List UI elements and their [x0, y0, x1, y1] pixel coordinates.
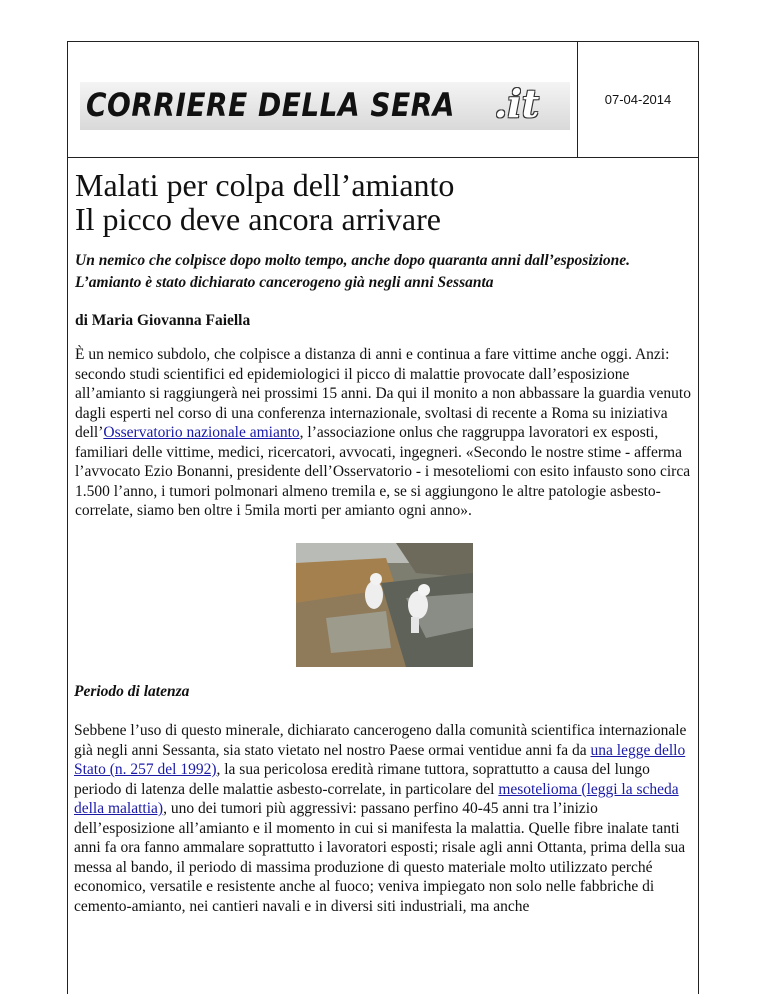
link-legge-stato[interactable]: una legge dello Stato (n. 257 del 1992): [74, 741, 686, 778]
logo-suffix-text: .it: [494, 81, 540, 126]
paragraph-2-text-c: , uno dei tumori più aggressivi: passano perfino 40-45 anni tra l’inizio dell’esposizione all’amianto e il momento in cui si manifesta la malattia. Quelle fibre inalate tanti anni fa ora fanno ammalare soprattutto i lavoratori esposti; risale agli anni Ottanta, prima della sua messa al bando, il periodo di massima produzione di questo materiale molto utilizzato perché economico, versatile e resistente anche al fuoco; veniva impiegato non solo nelle fabbriche di cemento-amianto, nei cantieri navali e in diversi siti industriali, ma anche: [74, 800, 686, 915]
publication-date: 07-04-2014: [604, 92, 672, 107]
title-line-1: Malati per colpa dell’amianto: [75, 167, 455, 203]
logo-cell: [68, 42, 578, 157]
newspaper-logo: [80, 82, 570, 130]
paragraph-1-text-b: , l’associazione onlus che raggruppa lavoratori ex esposti, familiari delle vittime, medici, ricercatori, avvocati, ingegneri. «Secondo le nostre stime - afferma l’avvocato Ezio Bonanni, presidente dell’Osservatorio - i mesoteliomi con esito infausto sono circa 1.500 l’anno, i tumori polmonari almeno tremila e, se si aggiungono le altre patologie asbesto-correlate, siamo ben oltre i 5mila morti per amianto ogni anno».: [75, 424, 691, 519]
paragraph-2-text-b: , la sua pericolosa eredità rimane tuttora, soprattutto a causa del lungo periodo di latenza delle malattie asbesto-correlate, in particolare del: [74, 761, 650, 798]
asbestos-removal-image: [296, 543, 473, 667]
paragraph-2-text-a: Sebbene l’uso di questo minerale, dichiarato cancerogeno dalla comunità scientifica internazionale già negli anni Sessanta, sia stato vietato nel nostro Paese ormai ventidue anni fa da: [74, 722, 687, 759]
article-photo: [296, 543, 473, 667]
title-line-2: Il picco deve ancora arrivare: [75, 201, 441, 237]
article-byline: di Maria Giovanna Faiella: [75, 312, 251, 329]
link-mesotelioma[interactable]: mesotelioma (leggi la scheda della malattia): [74, 780, 679, 817]
paragraph-2: [74, 721, 690, 916]
header-table: [68, 42, 698, 158]
article-title: [75, 168, 695, 236]
paragraph-1-text-a: È un nemico subdolo, che colpisce a distanza di anni e continua a fare vittime anche oggi. Anzi: secondo studi scientifici ed epidemiologici il picco di malattie provocate dall’esposizione all’amianto si raggiungerà nei prossimi 15 anni. Da qui il monito a non abbassare la guardia venuto dagli esperti nel corso di una conferenza internazionale, svoltasi di recente a Roma su iniziativa dell’: [75, 346, 691, 441]
logo-main-text: CORRIERE DELLA SERA: [86, 86, 455, 124]
article-subtitle: Un nemico che colpisce dopo molto tempo, anche dopo quaranta anni dall’esposizione. L’amianto è stato dichiarato cancerogeno già negli anni Sessanta: [75, 252, 630, 291]
article-content: [75, 168, 695, 521]
link-osservatorio[interactable]: Osservatorio nazionale amianto: [103, 424, 300, 441]
paragraph-1: [75, 345, 695, 521]
section-heading: Periodo di latenza: [74, 683, 190, 700]
